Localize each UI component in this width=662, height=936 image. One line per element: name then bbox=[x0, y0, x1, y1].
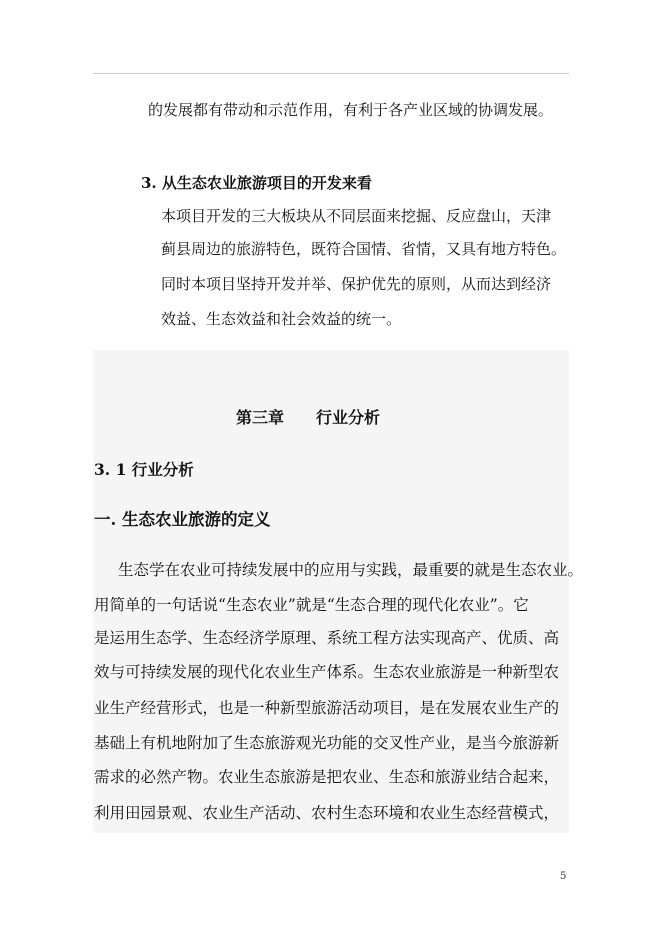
definition-heading: 一. 生态农业旅游的定义 bbox=[94, 510, 271, 529]
section-3-line: 蓟县周边的旅游特色，既符合国情、省情，又具有地方特色。 bbox=[161, 240, 567, 258]
section-3-line: 本项目开发的三大板块从不同层面来挖掘、反应盘山，天津 bbox=[161, 207, 552, 225]
section-3-line: 效益、生态效益和社会效益的统一。 bbox=[161, 310, 402, 328]
chapter-title: 第三章 行业分析 bbox=[236, 408, 381, 427]
top-paragraph-line: 的发展都有带动和示范作用，有利于各产业区域的协调发展。 bbox=[148, 101, 554, 119]
page-number: 5 bbox=[560, 871, 567, 882]
section-3-line: 同时本项目坚持开发并举、保护优先的原则，从而达到经济 bbox=[161, 275, 552, 293]
sub-heading: 3. 1 行业分析 bbox=[94, 460, 194, 479]
body-line: 生态学在农业可持续发展中的应用与实践，最重要的就是生态农业。 bbox=[118, 561, 584, 579]
body-line: 用简单的一句话说“生态农业”就是“生态合理的现代化农业”。它 bbox=[94, 596, 529, 614]
header-rule bbox=[93, 73, 569, 74]
body-line: 是运用生态学、生态经济学原理、系统工程方法实现高产、优质、高 bbox=[94, 629, 560, 647]
body-line: 基础上有机地附加了生态旅游观光功能的交叉性产业，是当今旅游新 bbox=[94, 734, 560, 752]
body-line: 业生产经营形式，也是一种新型旅游活动项目，是在发展农业生产的 bbox=[94, 699, 560, 717]
body-line: 需求的必然产物。农业生态旅游是把农业、生态和旅游业结合起来， bbox=[94, 768, 560, 786]
body-line: 效与可持续发展的现代化农业生产体系。生态农业旅游是一种新型农 bbox=[94, 663, 560, 681]
section-3-heading: 3. 从生态农业旅游项目的开发来看 bbox=[141, 174, 372, 192]
body-line: 利用田园景观、农业生产活动、农村生态环境和农业生态经营模式， bbox=[94, 804, 560, 822]
